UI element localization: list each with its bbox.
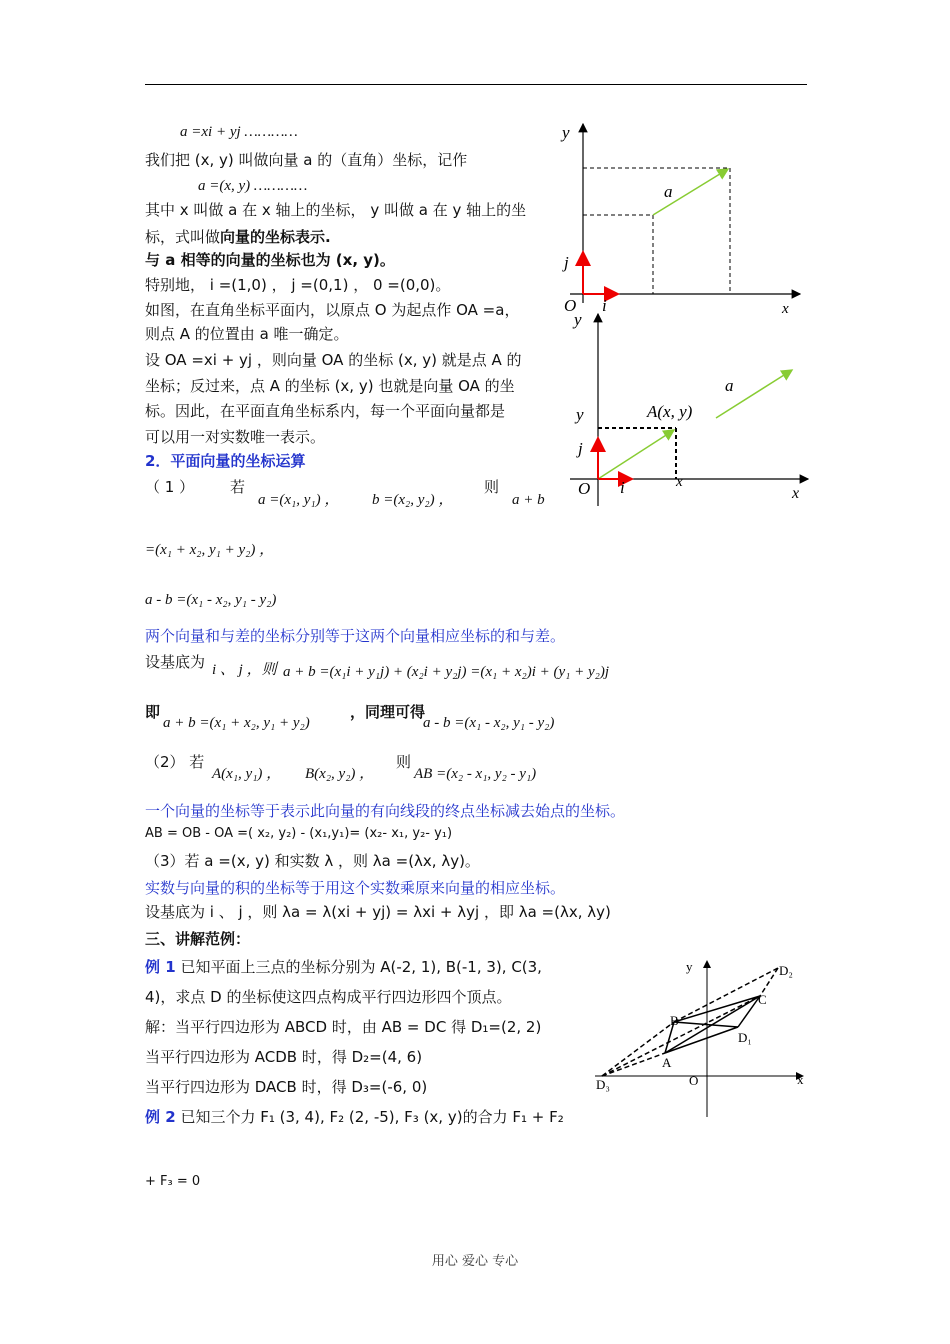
label-i: i [620,478,625,497]
label-origin: O [689,1073,699,1088]
text-line: 当平行四边形为 ACDB 时，得 D₂=(4, 6) [145,1048,423,1066]
header-rule [145,84,807,85]
item-label: （ 1 ） [145,478,195,496]
basis-vectors: i 、 j ，则 [212,662,277,678]
label-i: i [602,296,607,313]
label-x: x [797,1072,804,1087]
equation-coordinate-decomposition: a =xi + yj ………… [180,124,298,140]
text-word: 则 [396,753,412,771]
label-point-d3: D₃ [596,1077,610,1092]
label-point-d1: D₁ [738,1030,752,1045]
text-line: 标。因此，在平面直角坐标系内，每一个平面向量都是 [145,402,506,420]
text-word: 即 [145,703,161,721]
text-line: 当平行四边形为 DACB 时，得 D₃=(-6, 0) [145,1078,428,1096]
label-y: y [574,310,582,329]
text-line: （3）若 a =(x, y) 和实数 λ ，则 λa =(λx, λy)。 [145,852,480,870]
label-a: a [664,182,673,201]
equation-difference: a - b =(x₁ - x₂, y₁ - y₂) [145,592,277,608]
equation-coordinate-notation: a =(x, y) ………… [198,178,308,194]
text-line: 特别地， i =(1,0) ， j =(0,1) ， 0 =(0,0)。 [145,276,451,294]
label-origin: O [564,296,577,313]
label-point-b: B [670,1013,679,1028]
example-1: 例 1 已知平面上三点的坐标分别为 A(-2, 1), B(-1, 3), C(3, [145,958,542,976]
vector-oa [598,430,674,479]
text-line: 则点 A 的位置由 a 唯一确定。 [145,325,349,343]
equation-a-plus-b: a + b [512,492,545,508]
label-x: x [792,485,800,502]
rule-text: 一个向量的坐标等于表示此向量的有向线段的终点坐标减去始点的坐标。 [145,802,626,820]
section-heading: 2．平面向量的坐标运算 [145,452,306,470]
label-x-coordinate: x [676,474,683,490]
point-a: A(x₁, y₁) ， [212,766,282,782]
text-line: + F₃ = 0 [145,1174,201,1189]
label-x: x [782,301,789,313]
text-line: 我们把 (x, y) 叫做向量 a 的（直角）坐标，记作 [145,151,468,169]
text-line: 可以用一对实数唯一表示。 [145,428,326,446]
page-footer: 用心 爱心 专心 [431,1254,519,1269]
equation-basis-sum: a + b =(x₁i + y₁j) + (x₂i + y₂j) =(x₁ + x₂)i + (y₁ + y₂)j [283,664,610,680]
equation-sum: =(x₁ + x₂, y₁ + y₂) ， [145,542,275,558]
label-point-a: A(x, y) [647,402,693,421]
item-label: （2） 若 [145,753,205,771]
text-line: 标，式叫做向量的坐标表示. [145,228,331,246]
text-line: 4)，求点 D 的坐标使这四点构成平行四边形四个顶点。 [145,988,512,1006]
text-line: 与 a 相等的向量的坐标也为 (x, y)。 [145,251,395,269]
label-j: j [564,253,569,272]
point-b: B(x₂, y₂) ， [305,766,375,782]
text-line: 设基底为 i 、 j ，则 λa = λ(xi + yj) = λxi + λyj ，即 λa =(λx, λy) [145,903,611,921]
equation-sum-result: a + b =(x₁ + x₂, y₁ + y₂) [163,715,310,731]
text-line: 解：当平行四边形为 ABCD 时，由 AB = DC 得 D₁=(2, 2) [145,1018,542,1036]
text-word: ，同理可得 [350,703,426,721]
text-word: 若 [230,478,246,496]
text-line: 设 OA =xi + yj ，则向量 OA 的坐标 (x, y) 就是点 A 的 [145,351,522,369]
rule-text: 两个向量和与差的坐标分别等于这两个向量相应坐标的和与差。 [145,627,566,645]
figure-point-coordinate [560,308,820,508]
equation-a: a =(x₁, y₁) ， [258,492,340,508]
section-heading: 三、讲解范例： [145,930,251,948]
label-a: a [725,376,734,395]
label-point-d2: D₂ [779,963,793,978]
label-y: y [686,959,693,974]
label-point-a: A [662,1055,672,1070]
rule-text: 实数与向量的积的坐标等于用这个实数乘原来向量的相应坐标。 [145,879,566,897]
label-y: y [562,123,570,142]
text-line: 坐标；反过来，点 A 的坐标 (x, y) 也就是向量 OA 的坐 [145,377,515,395]
text-word: 则 [484,478,500,496]
equation-b: b =(x₂, y₂) ， [372,492,454,508]
example-2: 例 2 已知三个力 F₁ (3, 4), F₂ (2, -5), F₃ (x, y)的合力 F₁ + F₂ [145,1108,564,1126]
figure-parallelogram [590,955,815,1120]
equation-ab-expanded: AB = OB - OA =( x₂, y₂) - (x₁,y₁)= (x₂- x₁, y₂- y₁) [145,826,453,841]
equation-difference-result: a - b =(x₁ - x₂, y₁ - y₂) [423,715,555,731]
text-word: 设基底为 [145,653,206,671]
label-origin: O [578,479,591,498]
label-j: j [578,439,583,458]
label-y-coordinate: y [576,405,584,424]
label-point-c: C [758,992,767,1007]
text-line: 其中 x 叫做 a 在 x 轴上的坐标， y 叫做 a 在 y 轴上的坐 [145,201,527,219]
figure-vector-decomposition [550,118,810,313]
equation-ab: AB =(x₂ - x₁, y₂ - y₁) [414,766,537,782]
text-line: 如图，在直角坐标平面内，以原点 O 为起点作 OA =a， [145,301,520,319]
